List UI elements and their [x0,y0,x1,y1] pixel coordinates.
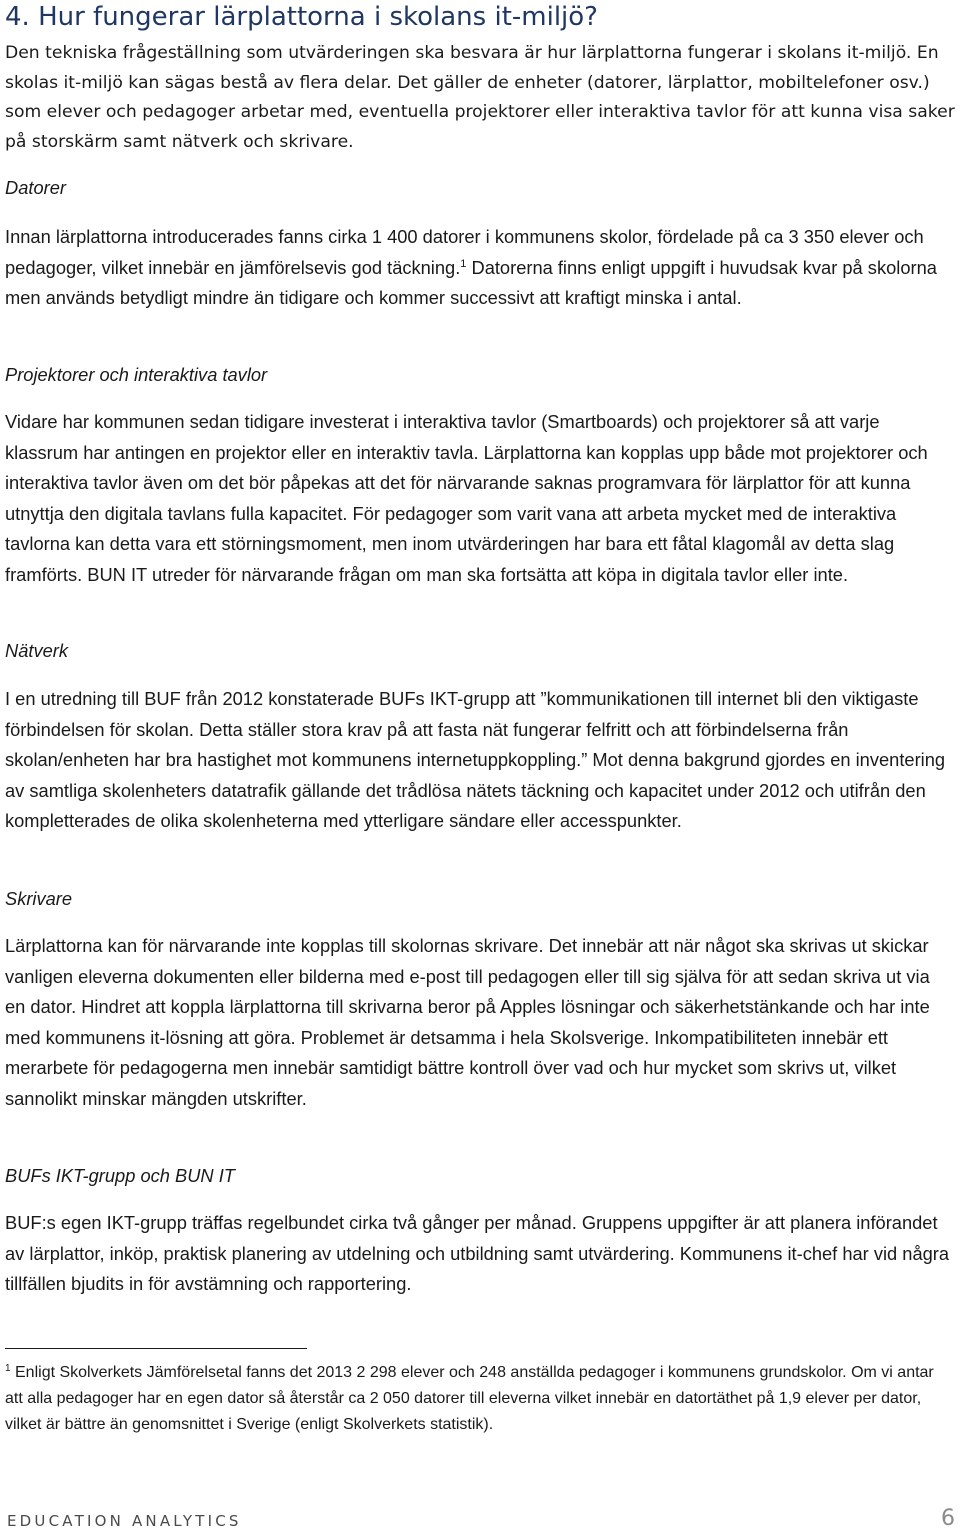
section-heading-ikt-grupp: BUFs IKT-grupp och BUN IT [5,1165,235,1186]
footnote [5,1360,955,1438]
section-text-datorer-part1: Innan lärplattorna introducerades fanns cirka 1 400 datorer i kommunens skolor, fördelade på ca 3 350 elever och pedagoger, vilket innebär en jämförelsevis god täckning. [5,226,924,278]
footnote-reference[interactable]: 1 [460,257,467,270]
section-text-datorer-part2: Datorerna finns enligt uppgift i huvudsak kvar på skolorna men används betydligt mindre än tidigare och kommer successivt att kraftigt minska i antal. [5,256,937,309]
section-heading-projektorer: Projektorer och interaktiva tavlor [5,364,268,385]
chapter-title: 4. Hur fungerar lärplattorna i skolans it-miljö? [5,2,598,32]
section-heading-datorer: Datorer [5,177,66,198]
section-text-skrivare: Lärplattorna kan för närvarande inte kopplas till skolornas skrivare. Det innebär att när något ska skrivas ut skickar vanligen eleverna dokumenten eller bilderna med e-post till pedagogen eller till sig själva för att sedan skriva ut via en dator. Hindret att koppla lärplattorna till skrivarna beror på Apples lösningar och säkerhetstänkande och har inte med kommunens it-lösning att göra. Problemet är detsamma i hela Skolsverige. Inkompatibiliteten innebär ett merarbete för pedagogerna men innebär samtidigt bättre kontroll över vad och hur mycket som skrivs ut, vilket sannolikt minskar mängden utskrifter. [5,935,930,1109]
page-number: 6 [941,1506,955,1531]
footnote-divider [5,1348,307,1349]
footnote-text: Enligt Skolverkets Jämförelsetal fanns det 2013 2 298 elever och 248 anställda pedagoger i kommunens grundskolor. Om vi antar att alla pedagoger har en egen dator så återstår ca 2 050 datorer till eleverna vilket innebär en datortäthet på 1,9 elever per dator, vilket är bättre än genomsnittet i Sverige (enligt Skolverkets statistik). [5,1364,934,1433]
footnote-marker: 1 [5,1363,11,1374]
section-heading-skrivare: Skrivare [5,888,73,909]
section-text-natverk: I en utredning till BUF från 2012 konstaterade BUFs IKT-grupp att ”kommunikationen till internet bli den viktigaste förbindelsen för skolan. Detta ställer stora krav på att fasta nät fungerar felfritt och att förbindelserna från skolan/enheten har bra hastighet mot kommunens internetuppkoppling.” Mot denna bakgrund gjordes en inventering av samtliga skolenheters datatrafik gällande det trådlösa nätets täckning och kapacitet under 2012 och utifrån den kompletterades de olika skolenheterna med ytterligare sändare eller accesspunkter. [5,688,946,832]
section-text-projektorer: Vidare har kommunen sedan tidigare investerat i interaktiva tavlor (Smartboards) och projektorer så att varje klassrum har antingen en projektor eller en interaktiv tavla. Lärplattorna kan kopplas upp både mot projektorer och interaktiva tavlor även om det bör påpekas att det för närvarande saknas programvara för lärplattor för att kunna utnyttja den digitala tavlans fulla kapacitet. För pedagoger som varit vana att arbeta mycket med de interaktiva tavlorna kan detta vara ett störningsmoment, men inom utvärderingen har bara ett fåtal klagomål av detta slag framförts. BUN IT utreder för närvarande frågan om man ska fortsätta att köpa in digitala tavlor eller inte. [5,411,928,585]
section-text-ikt-grupp: BUF:s egen IKT-grupp träffas regelbundet cirka två gånger per månad. Gruppens uppgifter är att planera införandet av lärplattor, inköp, praktisk planering av utdelning och utbildning samt utvärdering. Kommunens it-chef har vid några tillfällen bjudits in för avstämning och rapportering. [5,1212,950,1295]
chapter-intro: Den tekniska frågeställning som utvärderingen ska besvara är hur lärplattorna fungerar i skolans it-miljö. En skolas it-miljö kan sägas bestå av flera delar. Det gäller de enheter (datorer, lärplattor, mobiltelefoner osv.) som elever och pedagoger arbetar med, eventuella projektorer eller interaktiva tavlor för att kunna visa saker på storskärm samt nätverk och skrivare. [5,43,955,152]
section-heading-natverk: Nätverk [5,640,68,661]
section-text-datorer [5,222,955,314]
footer-brand-logo: EDUCATION ANALYTICS [7,1512,242,1530]
